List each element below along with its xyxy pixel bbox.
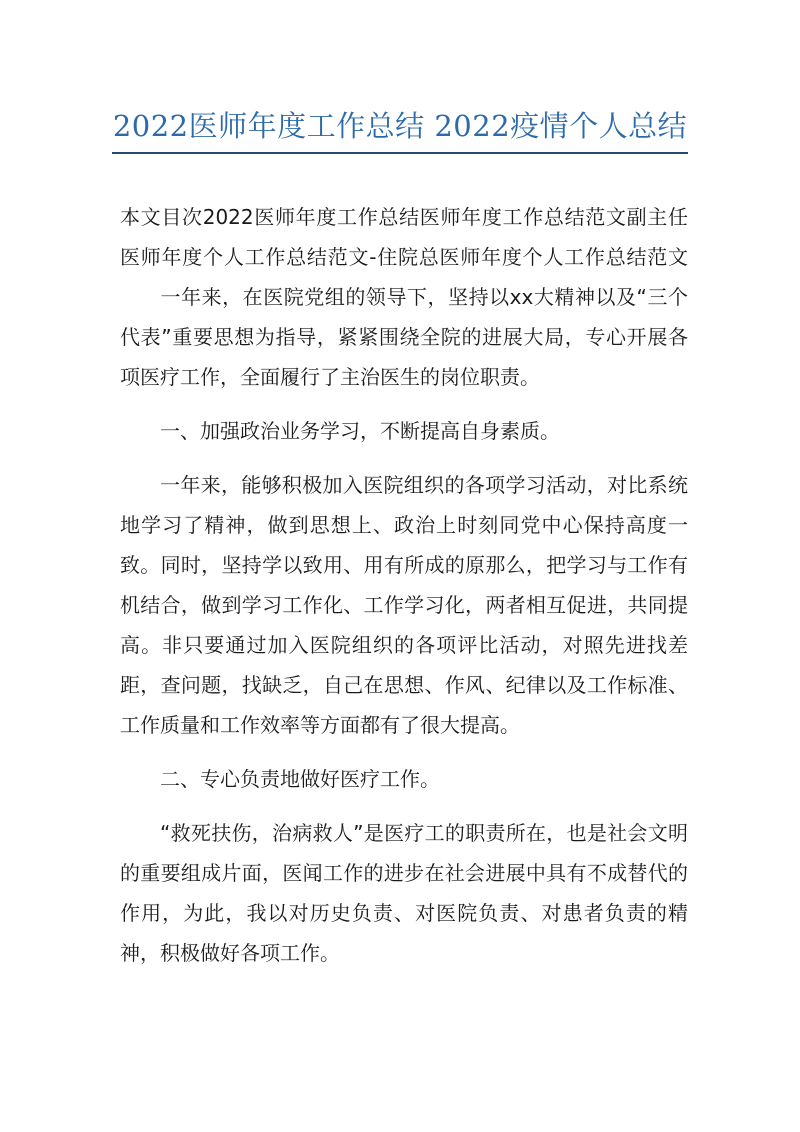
section-paragraph-2: “救死扶伤，治病救人”是医疗工的职责所在，也是社会文明的重要组成片面，医闻工作的进步在社会进展中具有不成替代的作用，为此，我以对历史负责、对医院负责、对患者负责的精神，积极做好各项工作。 bbox=[120, 821, 688, 965]
intro-paragraph bbox=[120, 197, 688, 397]
table-of-contents-text: 本文目次2022医师年度工作总结医师年度工作总结范文副主任医师年度个人工作总结范文-住院总医师年度个人工作总结范文 bbox=[120, 205, 688, 269]
section-heading-1: 一、加强政治业务学习，不断提高自身素质。 bbox=[160, 419, 560, 443]
intro-body-text: 一年来，在医院党组的领导下，坚持以xx大精神以及“三个代表”重要思想为指导，紧紧围绕全院的进展大局，专心开展各项医疗工作，全面履行了主治医生的岗位职责。 bbox=[120, 285, 688, 389]
title-underline bbox=[112, 152, 688, 154]
document-body bbox=[120, 197, 688, 987]
section-heading-2: 二、专心负责地做好医疗工作。 bbox=[160, 767, 440, 791]
section-paragraph-1: 一年来，能够积极加入医院组织的各项学习活动，对比系统地学习了精神，做到思想上、政治上时刻同党中心保持高度一致。同时，坚持学以致用、用有所成的原那么，把学习与工作有机结合，做到学习工作化、工作学习化，两者相互促进，共同提高。非只要通过加入医院组织的各项评比活动，对照先进找差距，查问题，找缺乏，自己在思想、作风、纪律以及工作标准、工作质量和工作效率等方面都有了很大提高。 bbox=[120, 473, 688, 737]
document-title: 2022医师年度工作总结 2022疫情个人总结 bbox=[112, 109, 688, 143]
